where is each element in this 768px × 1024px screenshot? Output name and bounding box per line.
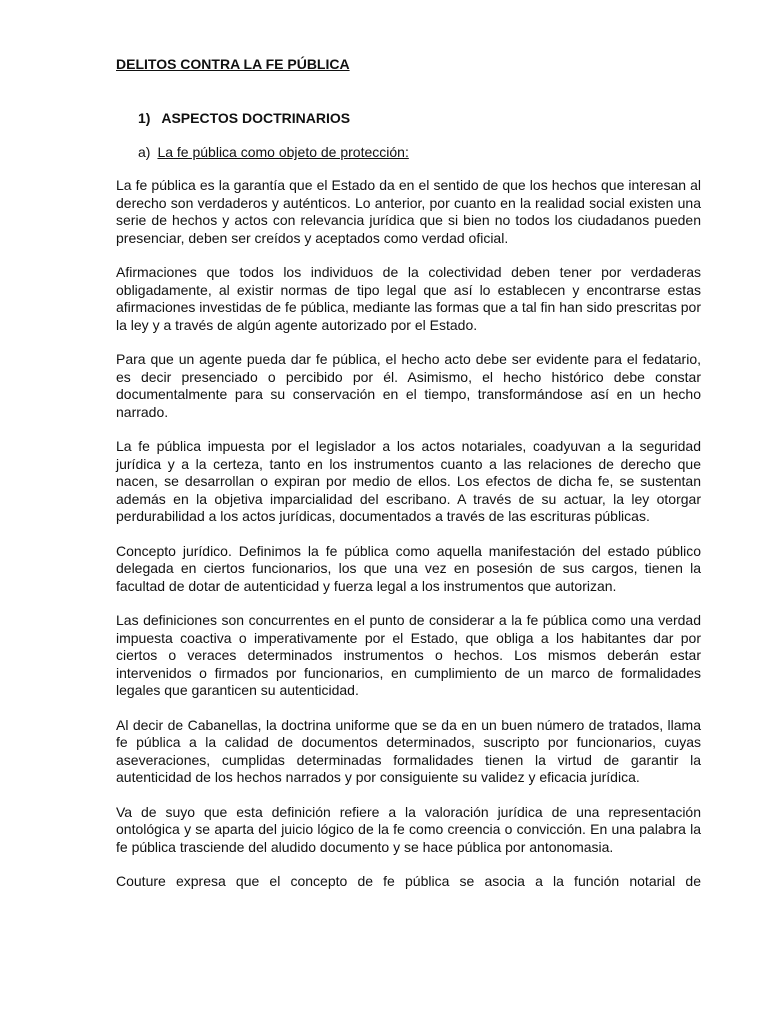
paragraph: Afirmaciones que todos los individuos de la colectividad deben tener por verdaderas obligadamente, al existir normas de tipo legal que así lo establecen y encontrarse estas afirmaciones investidas de fe pública, mediante las formas que a tal fin han sido prescritas por la ley y a través de algún agente autorizado por el Estado. bbox=[116, 264, 701, 333]
paragraph: Al decir de Cabanellas, la doctrina uniforme que se da en un buen número de tratados, llama fe pública a la calidad de documentos determinados, suscripto por funcionarios, cuyas aseveraciones, cumplidas determinadas formalidades tienen la virtud de garantir la autenticidad de los hechos narrados y por consiguiente su validez y eficacia jurídica. bbox=[116, 716, 701, 785]
paragraph: Las definiciones son concurrentes en el punto de considerar a la fe pública como una verdad impuesta coactiva o imperativamente por el Estado, que obliga a los habitantes dar por ciertos o veraces determinados instrumentos o hechos. Los mismos deberán estar intervenidos o firmados por funcionarios, en cumplimiento de un marco de formalidades legales que garanticen su autenticidad. bbox=[116, 612, 701, 698]
document-body bbox=[116, 55, 701, 891]
section-heading bbox=[138, 109, 701, 127]
paragraph: Va de suyo que esta definición refiere a la valoración jurídica de una representación ontológica y se aparta del juicio lógico de la fe como creencia o convicción. En una palabra la fe pública trasciende del aludido documento y se hace pública por antonomasia. bbox=[116, 803, 701, 855]
section-number: 1) bbox=[138, 110, 151, 126]
subsection-label: La fe pública como objeto de protección: bbox=[157, 144, 409, 160]
document-title: DELITOS CONTRA LA FE PÚBLICA bbox=[116, 56, 350, 72]
section-heading-text: ASPECTOS DOCTRINARIOS bbox=[161, 110, 351, 126]
paragraph: La fe pública impuesta por el legislador a los actos notariales, coadyuvan a la seguridad jurídica y a la certeza, tanto en los instrumentos cuanto a las relaciones de derecho que nacen, se desarrollan o expiran por medio de ellos. Los efectos de dicha fe, se sustentan además en la objetiva imparcialidad del escribano. A través de su actuar, la ley otorgar perdurabilidad a los actos jurídicas, documentados a través de las escrituras públicas. bbox=[116, 438, 701, 524]
paragraph: Couture expresa que el concepto de fe pública se asocia a la función notarial de bbox=[116, 873, 701, 889]
subsection-heading bbox=[138, 143, 701, 161]
paragraph: Concepto jurídico. Definimos la fe pública como aquella manifestación del estado público delegada en ciertos funcionarios, los que una vez en posesión de sus cargos, tienen la facultad de dotar de autenticidad y fuerza legal a los instrumentos que autorizan. bbox=[116, 542, 701, 594]
paragraph: Para que un agente pueda dar fe pública, el hecho acto debe ser evidente para el fedatario, es decir presenciado o percibido por él. Asimismo, el hecho histórico debe constar documentalmente para su conservación en el tiempo, transformándose así en un hecho narrado. bbox=[116, 351, 701, 420]
paragraph: La fe pública es la garantía que el Estado da en el sentido de que los hechos que interesan al derecho son verdaderos y auténticos. Lo anterior, por cuanto en la realidad social existen una serie de hechos y actos con relevancia jurídica que si bien no todos los ciudadanos pueden presenciar, deben ser creídos y aceptados como verdad oficial. bbox=[116, 177, 701, 246]
subsection-marker: a) bbox=[138, 144, 151, 160]
